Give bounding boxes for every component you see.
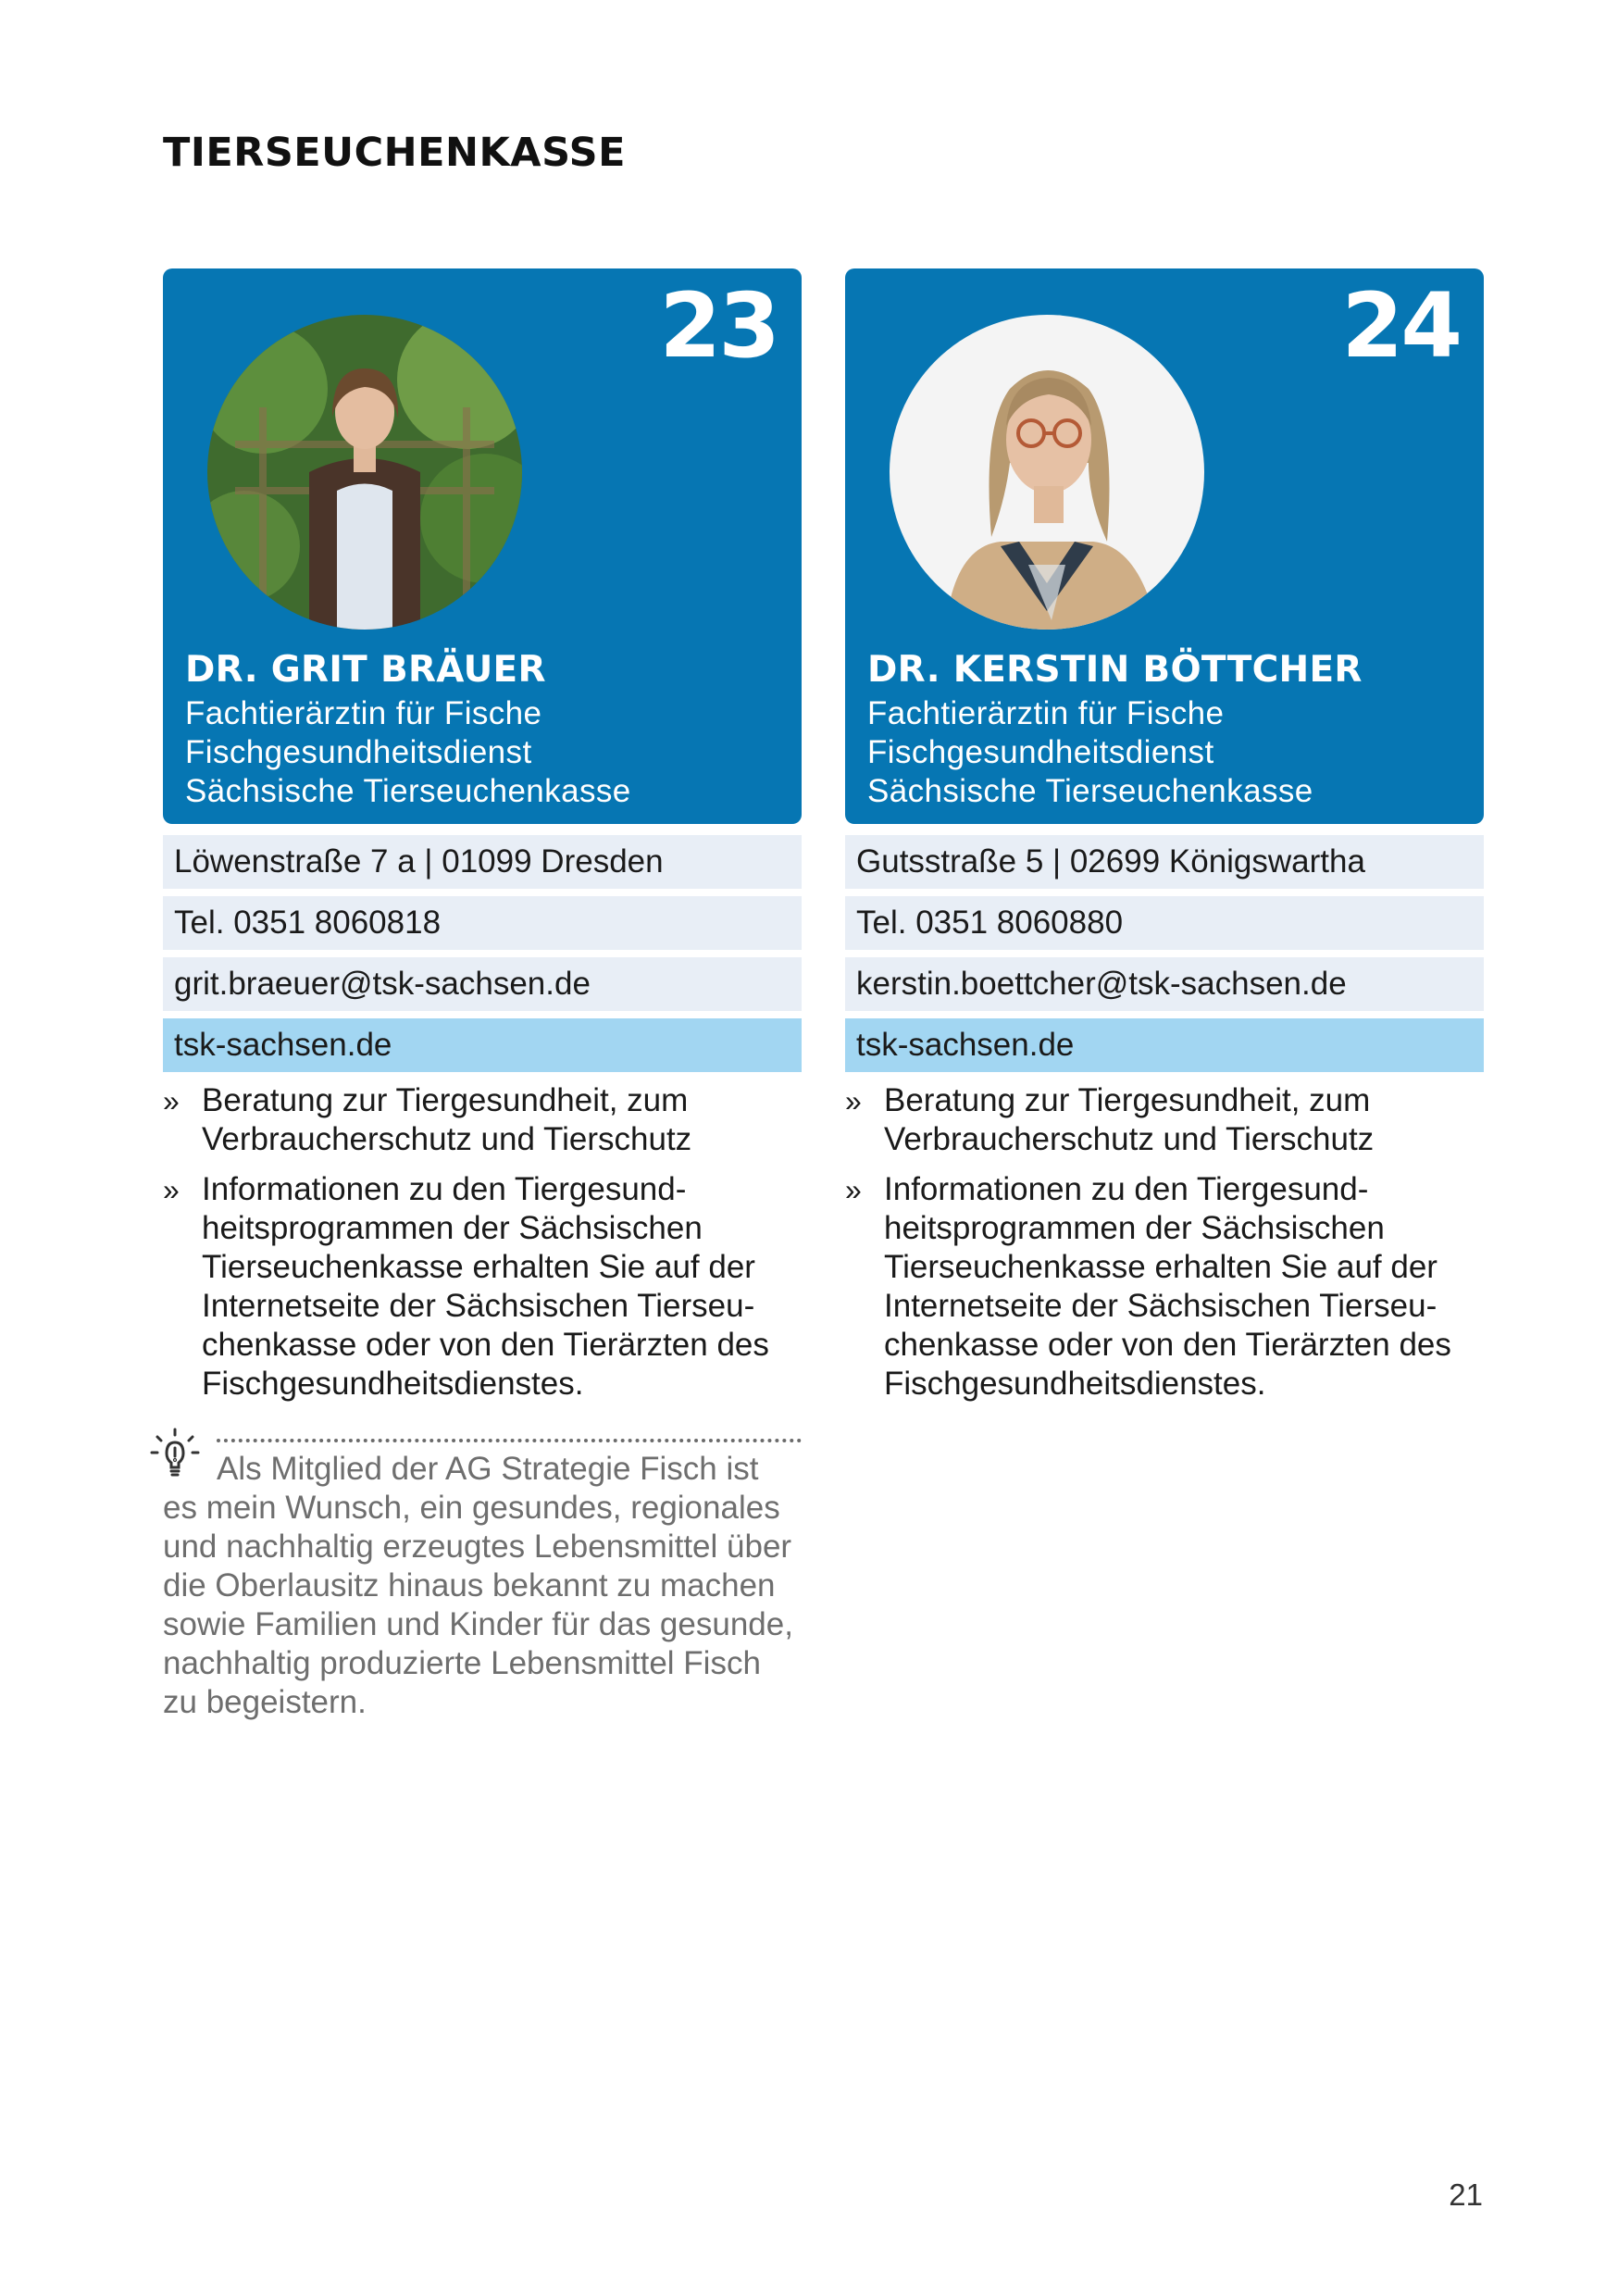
phone-row[interactable]: Tel. 0351 8060880: [845, 896, 1484, 950]
contact-number: 24: [1341, 274, 1460, 378]
address-row: Gutsstraße 5 | 02699 Königswartha: [845, 835, 1484, 889]
portrait-photo: [207, 315, 522, 630]
contact-organization: Sächsische Tierseuchenkasse: [867, 773, 1313, 809]
contact-role: Fachtierärztin für Fische: [185, 695, 542, 731]
contact-number: 23: [659, 274, 778, 378]
phone-row[interactable]: Tel. 0351 8060818: [163, 896, 802, 950]
dotted-divider: [217, 1439, 802, 1442]
bullet-marker: »: [163, 1173, 180, 1206]
website-link[interactable]: tsk-sachsen.de: [163, 1018, 802, 1072]
service-list: [845, 1081, 1484, 1404]
contact-column-boettcher: [845, 268, 1484, 1415]
portrait-image: [207, 315, 522, 630]
contact-name: DR. GRIT BRÄUER: [185, 649, 546, 691]
contact-card: [845, 268, 1484, 824]
contact-department: Fischgesundheitsdienst: [185, 734, 532, 770]
list-item-text: Beratung zur Tiergesundheit, zum Verbraucherschutz und Tierschutz: [884, 1082, 1375, 1157]
email-row[interactable]: grit.braeuer@tsk-sachsen.de: [163, 957, 802, 1011]
page-title: TIERSEUCHENKASSE: [163, 130, 626, 176]
bullet-marker: »: [845, 1173, 862, 1206]
list-item-text: Informationen zu den Tiergesund-heitsprogrammen der Sächsischen Tierseuchenkasse erhalten Sie auf der Internetseite der Sächsischen Tierseu-chenkasse oder von den Tierärzten des Fischgesundheitsdienstes.: [884, 1171, 1451, 1402]
portrait-photo: [890, 315, 1204, 630]
list-item: [163, 1081, 802, 1159]
address-row: Löwenstraße 7 a | 01099 Dresden: [163, 835, 802, 889]
contact-organization: Sächsische Tierseuchenkasse: [185, 773, 631, 809]
list-item: [163, 1170, 802, 1404]
lightbulb-icon: [148, 1426, 202, 1479]
contact-department: Fischgesundheitsdienst: [867, 734, 1214, 770]
contact-role: Fachtierärztin für Fische: [867, 695, 1225, 731]
bullet-marker: »: [845, 1084, 862, 1117]
page-number: 21: [1449, 2177, 1483, 2212]
contact-details: [185, 648, 783, 811]
service-list: [163, 1081, 802, 1404]
website-link[interactable]: tsk-sachsen.de: [845, 1018, 1484, 1072]
contact-column-braeuer: [163, 268, 802, 1722]
contact-card: [163, 268, 802, 824]
contact-details: [867, 648, 1465, 811]
list-item-text: Beratung zur Tiergesundheit, zum Verbraucherschutz und Tierschutz: [202, 1082, 692, 1157]
portrait-image: [890, 315, 1204, 630]
quote-text: Als Mitglied der AG Strategie Fisch ist es mein Wunsch, ein gesundes, regionales und nachhaltig erzeugtes Lebensmittel über die Oberlausitz hinaus bekannt zu machen sowie Familien und Kinder für das gesunde, nachhaltig produzierte Lebensmittel Fisch zu begeistern.: [163, 1451, 793, 1720]
bullet-marker: »: [163, 1084, 180, 1117]
list-item: [845, 1170, 1484, 1404]
quote-block: [163, 1429, 802, 1722]
list-item-text: Informationen zu den Tiergesund-heitsprogrammen der Sächsischen Tierseuchenkasse erhalten Sie auf der Internetseite der Sächsischen Tierseu-chenkasse oder von den Tierärzten des Fischgesundheitsdienstes.: [202, 1171, 769, 1402]
email-row[interactable]: kerstin.boettcher@tsk-sachsen.de: [845, 957, 1484, 1011]
list-item: [845, 1081, 1484, 1159]
contact-name: DR. KERSTIN BÖTTCHER: [867, 649, 1363, 691]
